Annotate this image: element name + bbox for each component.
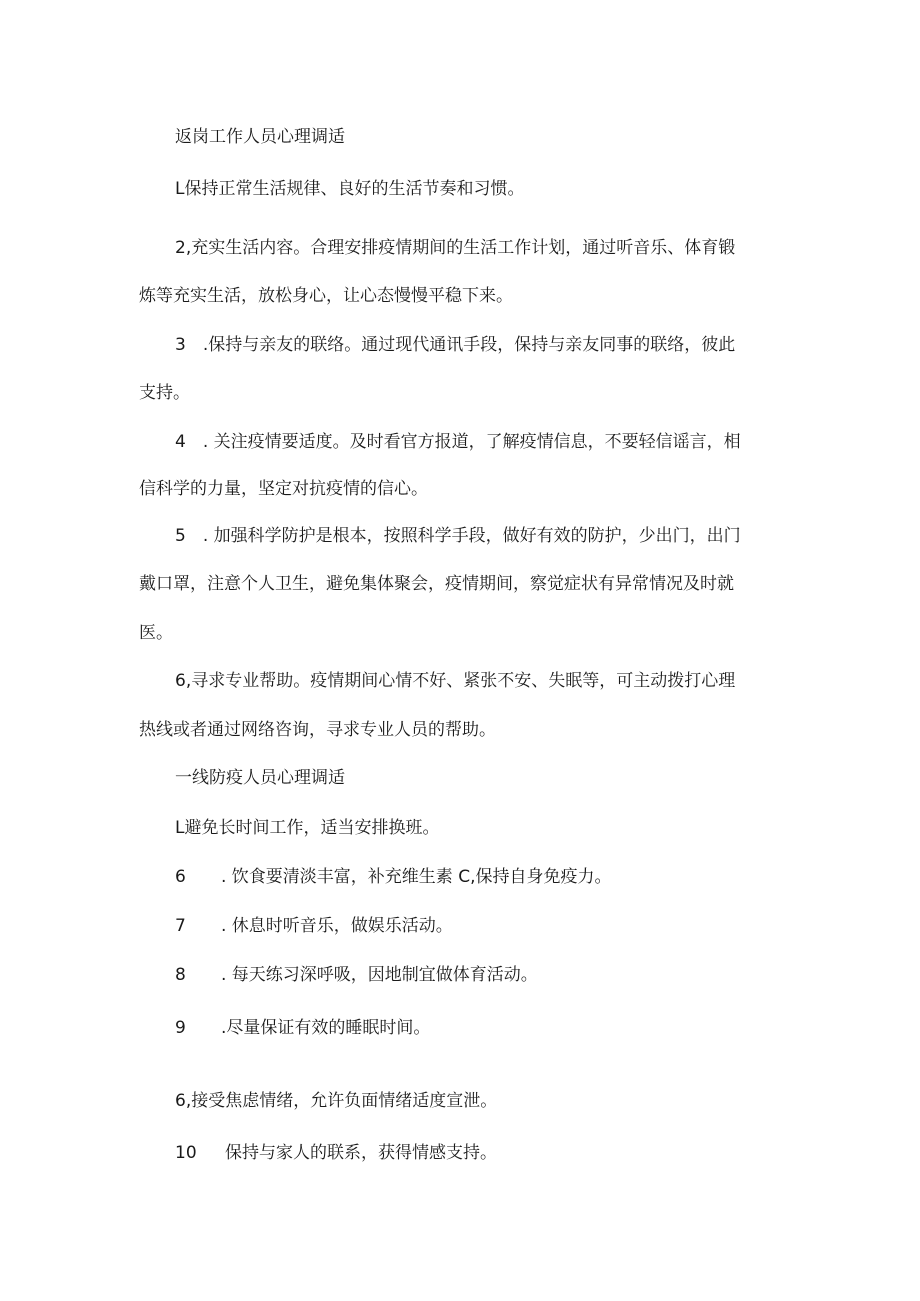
list-item-number: 6 [175, 867, 186, 887]
list-item-extra: 6,接受焦虑情绪，允许负面情绪适度宣泄。 [175, 1091, 498, 1111]
list-item-number: 7 [175, 916, 186, 936]
paragraph-item-3-line-1: 3 .保持与亲友的联络。通过现代通讯手段，保持与亲友同事的联络，彼此 [175, 335, 736, 355]
list-item-number: 9 [175, 1018, 186, 1038]
list-item-text: . 休息时听音乐，做娱乐活动。 [221, 916, 453, 936]
list-item-10 [175, 1142, 825, 1164]
list-item-text: 保持与家人的联系，获得情感支持。 [225, 1143, 497, 1163]
paragraph-item-1: L保持正常生活规律、良好的生活节奏和习惯。 [175, 179, 525, 199]
list-item-8 [175, 964, 825, 986]
paragraph-item-5-line-3: 医。 [139, 623, 173, 643]
paragraph-item-4-line-1: 4 . 关注疫情要适度。及时看官方报道，了解疫情信息，不要轻信谣言，相 [175, 432, 741, 452]
paragraph-item-6-line-2: 热线或者通过网络咨询，寻求专业人员的帮助。 [139, 720, 496, 740]
list-item-text: . 每天练习深呼吸，因地制宜做体育活动。 [221, 965, 538, 985]
paragraph-item-2-line-1: 2,充实生活内容。合理安排疫情期间的生活工作计划，通过听音乐、体育锻 [175, 238, 736, 258]
list-item-text: .尽量保证有效的睡眠时间。 [221, 1018, 431, 1038]
section-heading-frontline: 一线防疫人员心理调适 [175, 768, 345, 788]
paragraph-item-6-line-1: 6,寻求专业帮助。疫情期间心情不好、紧张不安、失眠等，可主动拨打心理 [175, 671, 736, 691]
list-item-9 [175, 1017, 825, 1039]
paragraph-item-3-line-2: 支持。 [139, 383, 190, 403]
list-item-7 [175, 915, 825, 937]
paragraph-item-5-line-1: 5 . 加强科学防护是根本，按照科学手段，做好有效的防护，少出门，出门 [175, 526, 741, 546]
list-item-6 [175, 866, 825, 888]
list-item-number: 10 [175, 1143, 197, 1163]
section-heading-return-to-work: 返岗工作人员心理调适 [175, 127, 345, 147]
paragraph-item-2-line-2: 炼等充实生活，放松身心，让心态慢慢平稳下来。 [139, 286, 513, 306]
list-item-number: 8 [175, 965, 186, 985]
list-item-text: . 饮食要清淡丰富，补充维生素 C,保持自身免疫力。 [221, 867, 612, 887]
paragraph-item-4-line-2: 信科学的力量，坚定对抗疫情的信心。 [139, 479, 428, 499]
paragraph-item-5-line-2: 戴口罩，注意个人卫生，避免集体聚会，疫情期间，察觉症状有异常情况及时就 [139, 574, 734, 594]
list-item-1: L避免长时间工作，适当安排换班。 [175, 818, 440, 838]
